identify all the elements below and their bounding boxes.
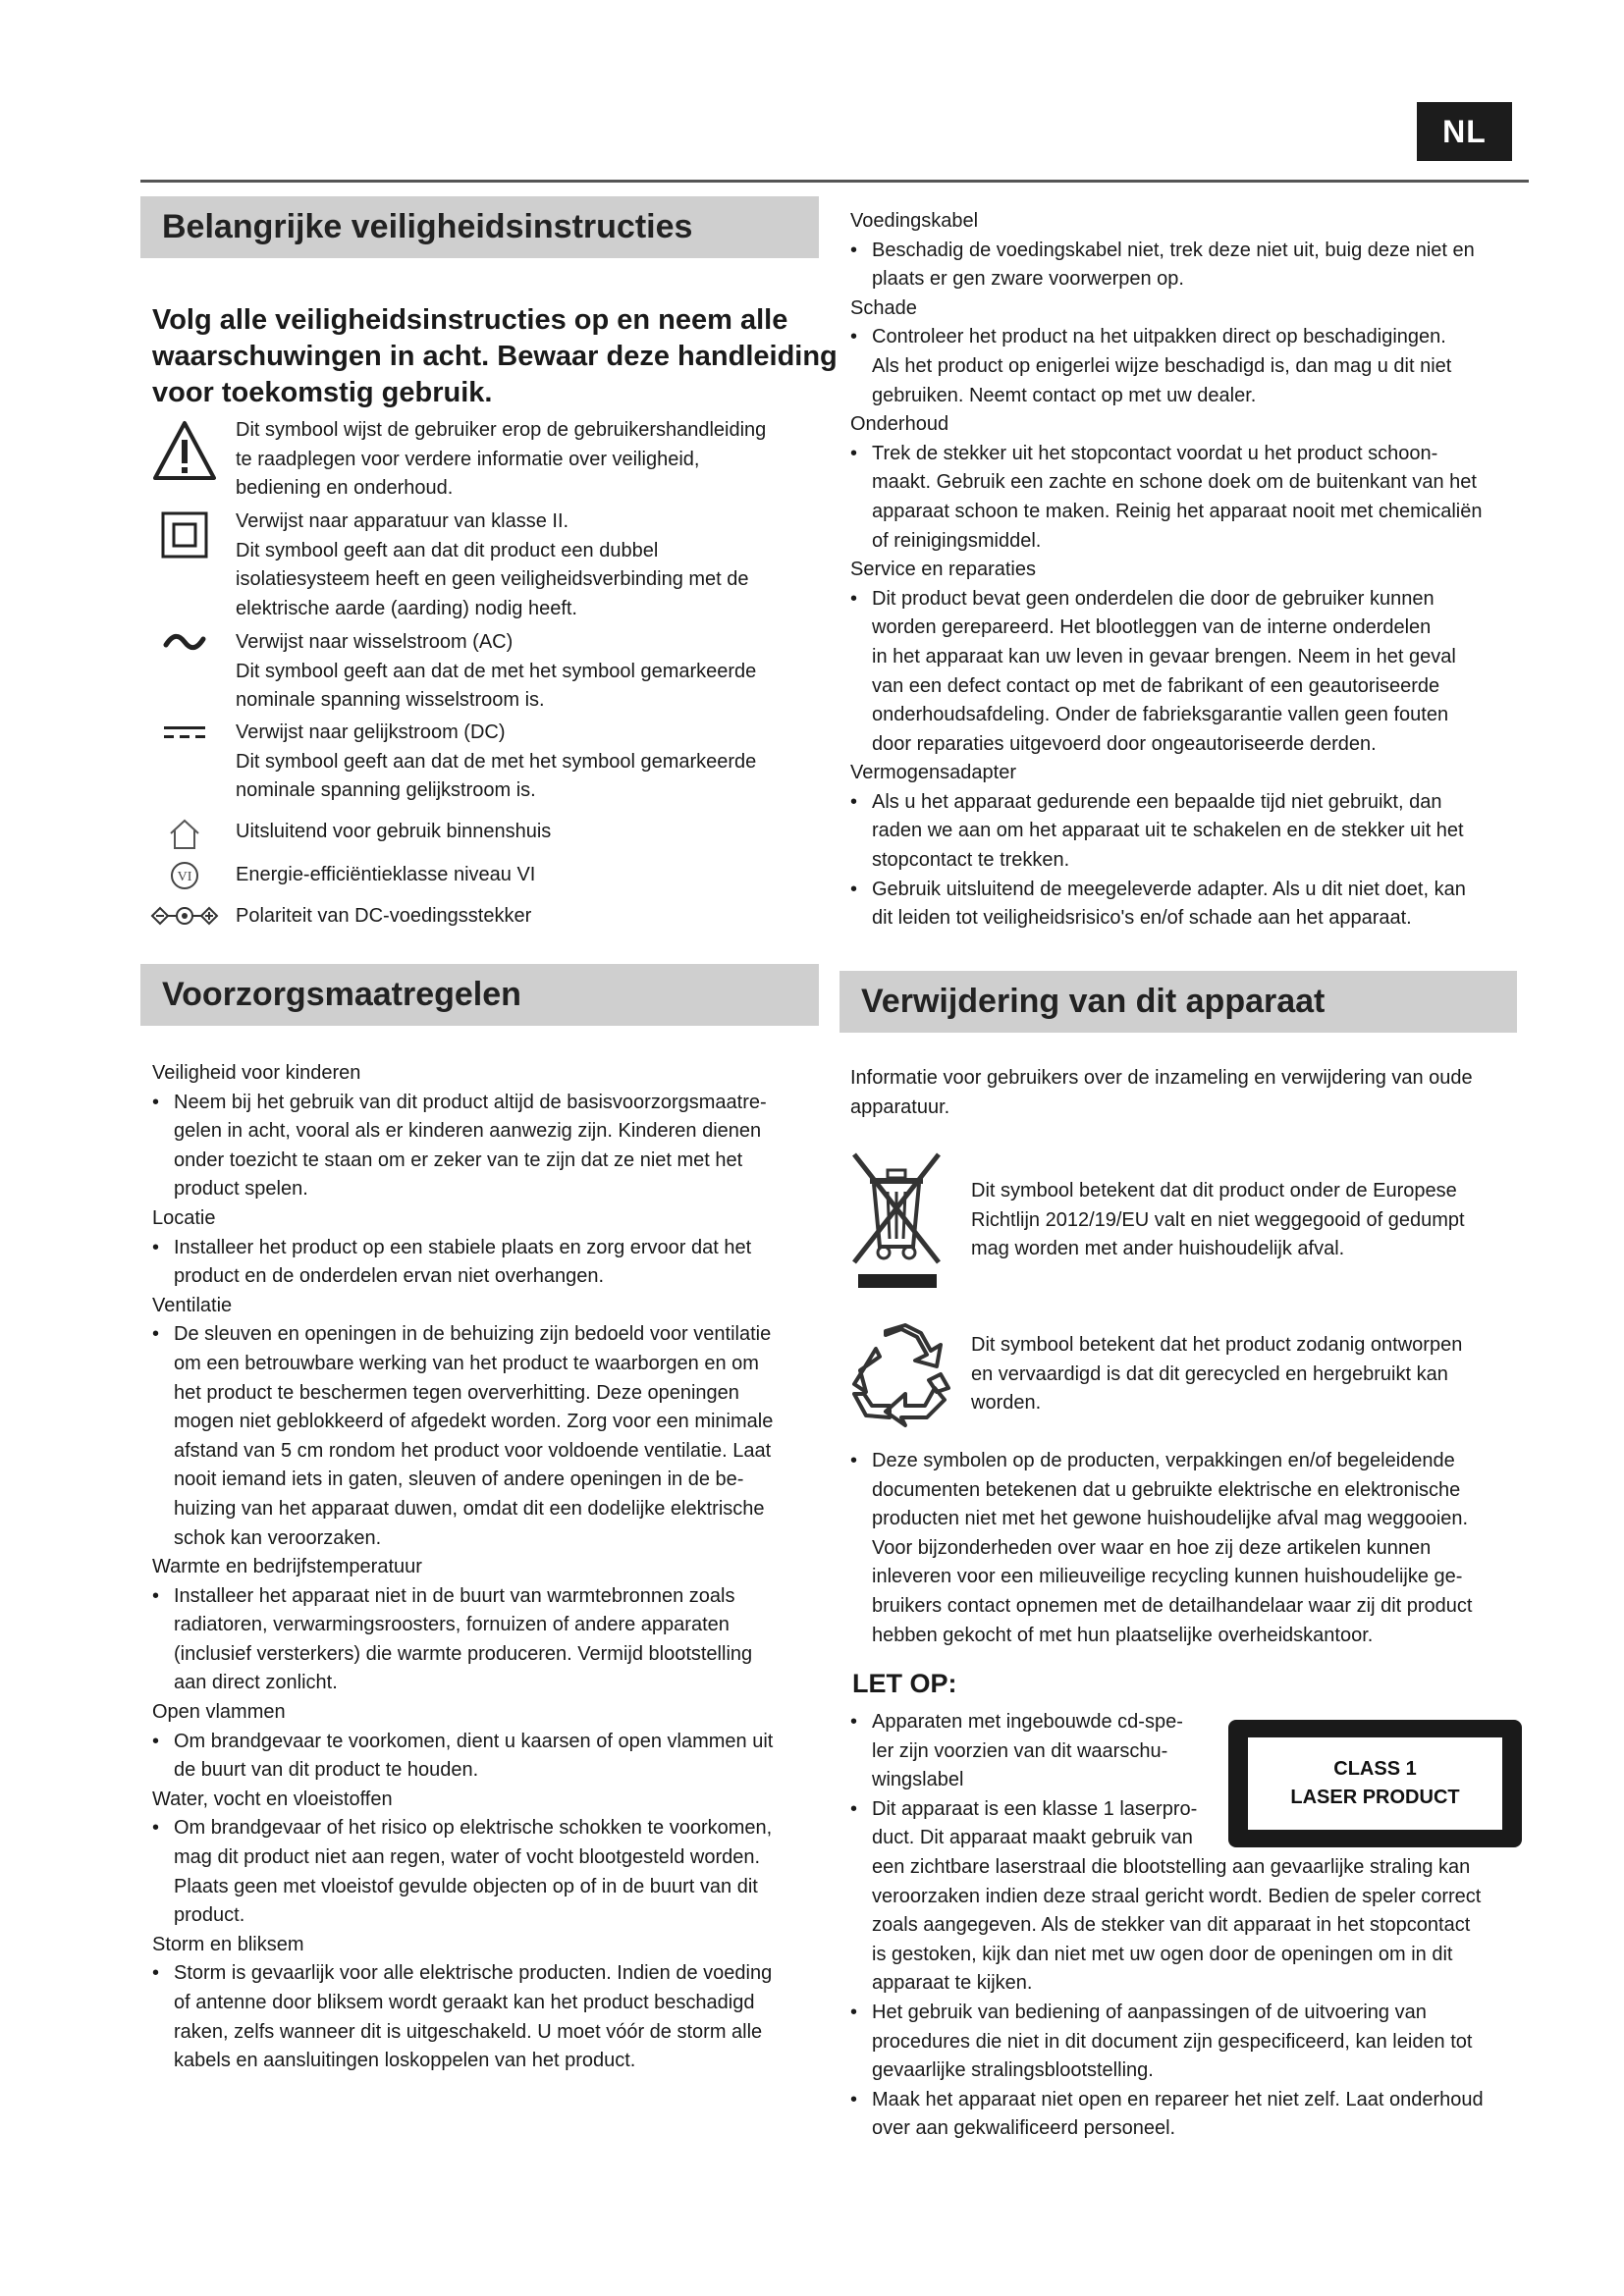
- section-title-disposal: Verwijdering van dit apparaat: [839, 971, 1517, 1033]
- symbol-polarity-row: Polariteit van DC-voedingsstekker: [149, 902, 817, 934]
- bullet-item: • Installeer het apparaat niet in de buurt van warmtebronnen zoals radiatoren, verwarmingsroosters, fornuizen of andere apparaten (inclusief versterkers) die warmte produceren. Vermijd blootstelling aan direct zonlicht.: [152, 1582, 820, 1698]
- bullet-item: • Trek de stekker uit het stopcontact voordat u het product schoon- maakt. Gebruik een zachte en schone doek om de buitenkant van het apparaat schoon te maken. Reinig het apparaat nooit met chemicaliën of reinigingsmiddel.: [850, 440, 1528, 556]
- bullet-item: • Installeer het product op een stabiele plaats en zorg ervoor dat het product en de onderdelen ervan niet overhangen.: [152, 1234, 820, 1292]
- class-2-double-square-icon: [161, 511, 208, 559]
- crossed-bin-icon: [848, 1148, 950, 1296]
- svg-text:VI: VI: [177, 870, 192, 884]
- bullet-item: • Deze symbolen op de producten, verpakkingen en/of begeleidende documenten betekenen dat u gebruikte elektrische en elektronische producten niet met het gewone huishoudelijke afval mag weggooien. Voor bijzonderheden over waar en hoe zij deze artikelen kunnen inleveren voor een milieuveilige recycling kunnen huishoudelijke ge- bruikers contact opnemen met de detailhandelaar waar zij dit product hebben gekocht of met hun plaatselijke overheidskantoor.: [850, 1447, 1528, 1650]
- house-icon: [168, 818, 201, 851]
- symbol-energy-row: VI Energie-efficiëntieklasse niveau VI: [149, 861, 817, 892]
- language-badge: NL: [1417, 102, 1512, 161]
- lead-text: Volg alle veiligheidsinstructies op en neem alle waarschuwingen in acht. Bewaar deze handleiding voor toekomstig gebruik.: [152, 304, 838, 408]
- top-divider: [140, 180, 1529, 183]
- bullet-item: • Dit product bevat geen onderdelen die door de gebruiker kunnen worden gerepareerd. Het blootleggen van de interne onderdelen in het apparaat kan uw leven in gevaar brengen. Neem in het geval van een defect contact op met de fabrikant of een geautoriseerde onderhoudsafdeling. Onder de fabrieksgarantie vallen geen fouten door reparaties uitgevoerd door ongeautoriseerde derden.: [850, 585, 1528, 760]
- precautions-text: [152, 1059, 820, 2076]
- disposal-intro: Informatie voor gebruikers over de inzameling en verwijdering van oude apparatuur.: [850, 1067, 1473, 1118]
- subheading: Storm en bliksem: [152, 1933, 304, 1955]
- bullet-item: • Om brandgevaar te voorkomen, dient u kaarsen of open vlammen uit de buurt van dit product te houden.: [152, 1728, 820, 1786]
- warning-triangle-icon: [152, 420, 217, 481]
- subheading: Voedingskabel: [850, 210, 979, 232]
- subheading: Vermogensadapter: [850, 762, 1017, 784]
- bullet-item: • De sleuven en openingen in de behuizing zijn bedoeld voor ventilatie om een betrouwbare werking van het product te waarborgen en om het product te beschermen tegen oververhitting. Deze openingen mogen niet geblokkeerd of afgedekt worden. Zorg voor een minimale afstand van 5 cm rondom het product voor voldoende ventilatie. Laat nooit iemand iets in gaten, sleuven of andere openingen in de be- huizing van het apparaat duwen, omdat dit een dodelijke elektrische schok kan veroorzaken.: [152, 1320, 820, 1553]
- let-op-bullets-narrow: [850, 1708, 1218, 1853]
- subheading: Warmte en bedrijfstemperatuur: [152, 1556, 422, 1578]
- symbol-warning-row: Dit symbool wijst de gebruiker erop de gebruikershandleiding te raadplegen voor verdere informatie over veiligheid, bediening en onderhoud.: [149, 416, 817, 505]
- subheading: Service en reparaties: [850, 559, 1036, 581]
- recycle-icon: [846, 1323, 956, 1431]
- subheading: Water, vocht en vloeistoffen: [152, 1788, 393, 1810]
- class-1-laser-label: CLASS 1 LASER PRODUCT: [1228, 1720, 1522, 1847]
- bullet-item: • Het gebruik van bediening of aanpassingen of de uitvoering van procedures die niet in dit document zijn gespecificeerd, kan leiden tot gevaarlijke stralingsblootstelling.: [850, 1999, 1528, 2086]
- bullet-item: • Controleer het product na het uitpakken direct op beschadigingen. Als het product op enigerlei wijze beschadigd is, dan mag u dit niet gebruiken. Neemt contact op met uw dealer.: [850, 323, 1528, 410]
- weee-description: Dit symbool betekent dat dit product onder de Europese Richtlijn 2012/19/EU valt en niet weggegooid of gedumpt mag worden met ander huishoudelijk afval.: [971, 1180, 1465, 1260]
- dc-polarity-icon: [150, 904, 219, 928]
- symbol-class2-row: Verwijst naar apparatuur van klasse II. Dit symbool geeft aan dat dit product een dubbel isolatiesysteem heeft en geen veiligheidsverbinding met de elektrische aarde (aarding) nodig heeft.: [149, 507, 817, 625]
- disposal-bullet: [850, 1447, 1528, 1650]
- right-top-text: [850, 207, 1528, 934]
- bullet-item: • Neem bij het gebruik van dit product altijd de basisvoorzorgsmaatre- gelen in acht, vooral als er kinderen aanwezig zijn. Kinderen dienen onder toezicht te staan om er zeker van te zijn dat ze niet met het product spelen.: [152, 1089, 820, 1204]
- bullet-item: • Maak het apparaat niet open en repareer het niet zelf. Laat onderhoud over aan gekwalificeerd personeel.: [850, 2086, 1528, 2144]
- bullet-item: • Gebruik uitsluitend de meegeleverde adapter. Als u dit niet doet, kan dit leiden tot veiligheidsrisico's en/of schade aan het apparaat.: [850, 876, 1528, 934]
- bullet-item: • Dit apparaat is een klasse 1 laserpro- duct. Dit apparaat maakt gebruik van: [850, 1795, 1218, 1853]
- subheading: Ventilatie: [152, 1294, 233, 1316]
- symbol-indoor-row: Uitsluitend voor gebruik binnenshuis: [149, 818, 817, 849]
- energy-level-vi-icon: [168, 861, 201, 890]
- alternating-current-icon: [163, 632, 206, 652]
- subheading: Veiligheid voor kinderen: [152, 1062, 361, 1084]
- let-op-heading: LET OP:: [852, 1669, 957, 1698]
- bullet-item: • Als u het apparaat gedurende een bepaalde tijd niet gebruikt, dan raden we aan om het apparaat uit te schakelen en de stekker uit het stopcontact te trekken.: [850, 788, 1528, 876]
- bullet-item: • Om brandgevaar of het risico op elektrische schokken te voorkomen, mag dit product niet aan regen, water of vocht blootgesteld worden. Plaats geen met vloeistof gevulde objecten op of in de buurt van dit product.: [152, 1814, 820, 1930]
- section-title-safety: Belangrijke veiligheidsinstructies: [140, 196, 819, 258]
- bullet-item: • Storm is gevaarlijk voor alle elektrische producten. Indien de voeding of antenne door bliksem wordt geraakt kan het product beschadigd raken, zelfs wanneer dit is uitgeschakeld. U moet vóór de storm alle kabels en aansluitingen loskoppelen van het product.: [152, 1959, 820, 2075]
- direct-current-icon: [162, 724, 207, 740]
- section-title-precautions: Voorzorgsmaatregelen: [140, 964, 819, 1026]
- bullet-continuation: een zichtbare laserstraal die blootstelling aan gevaarlijke straling kan veroorzaken indien deze straal gericht wordt. Bedien de speler correct zoals aangegeven. Als de stekker van dit apparaat in het stopcontact is gestoken, kijk dan niet met uw ogen door de openingen om in dit apparaat te kijken.: [872, 1856, 1482, 1995]
- let-op-bullets-wide: [850, 1853, 1528, 2144]
- symbol-dc-row: Verwijst naar gelijkstroom (DC) Dit symbool geeft aan dat de met het symbool gemarkeerde nominale spanning gelijkstroom is.: [149, 719, 817, 807]
- subheading: Onderhoud: [850, 413, 949, 436]
- symbol-ac-row: Verwijst naar wisselstroom (AC) Dit symbool geeft aan dat de met het symbool gemarkeerde nominale spanning wisselstroom is.: [149, 628, 817, 717]
- subheading: Open vlammen: [152, 1701, 286, 1724]
- subheading: Schade: [850, 296, 917, 319]
- subheading: Locatie: [152, 1206, 216, 1229]
- recycle-description: Dit symbool betekent dat het product zodanig ontworpen en vervaardigd is dat dit gerecycled en hergebruikt kan worden.: [971, 1334, 1463, 1415]
- bullet-item: • Apparaten met ingebouwde cd-spe- ler zijn voorzien van dit waarschu- wingslabel: [850, 1708, 1218, 1795]
- bullet-item: • Beschadig de voedingskabel niet, trek deze niet uit, buig deze niet en plaats er gen zware voorwerpen op.: [850, 237, 1528, 294]
